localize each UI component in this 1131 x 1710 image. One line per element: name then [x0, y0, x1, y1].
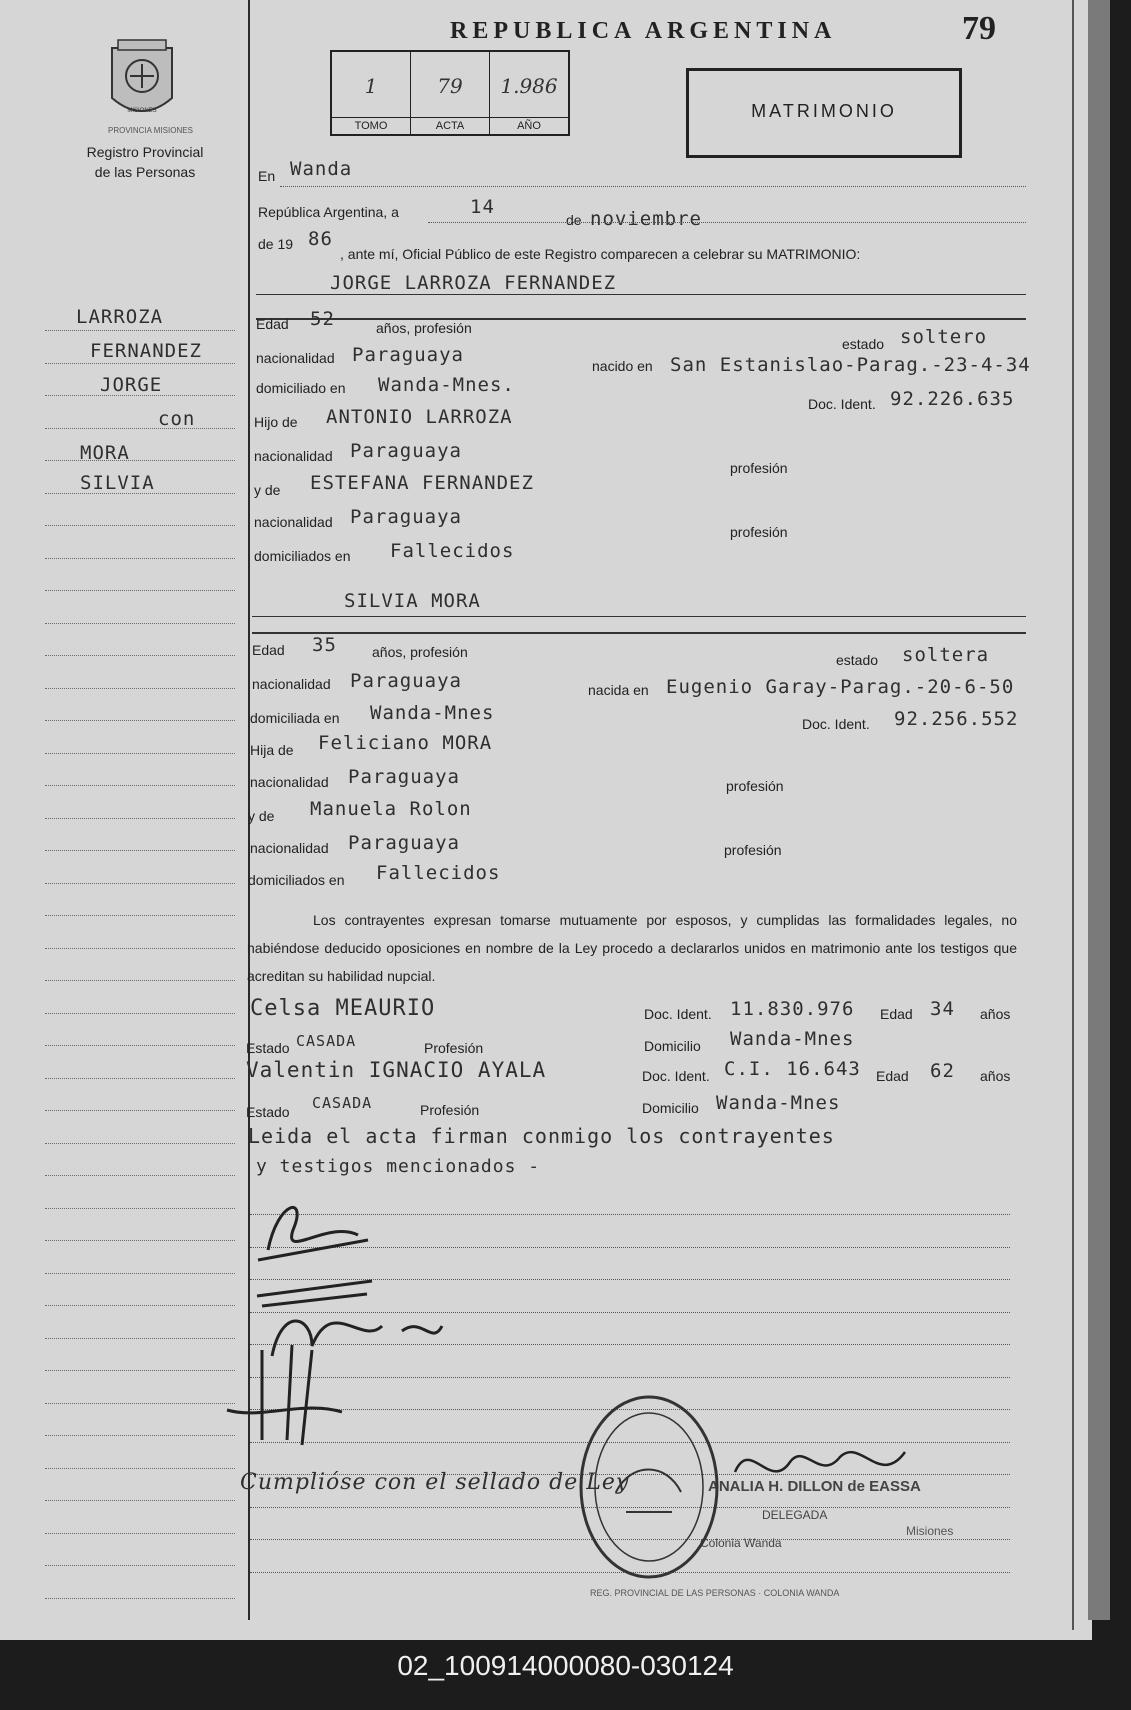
registry-name — [60, 142, 230, 182]
margin-note: MORA — [80, 442, 130, 464]
margin-ruled-line — [45, 1240, 235, 1241]
witness1-estado-label: Estado — [246, 1040, 290, 1056]
margin-ruled-line — [45, 525, 235, 526]
groom-father: ANTONIO LARROZA — [326, 406, 513, 428]
bride-yde-label: y de — [248, 808, 275, 824]
round-stamp-text: REG. PROVINCIAL DE LAS PERSONAS · COLONIA WANDA — [590, 1588, 840, 1598]
margin-ruled-line — [45, 460, 235, 461]
groom-yde-label: y de — [254, 482, 281, 498]
right-page-rule — [1072, 0, 1074, 1630]
separator-line — [252, 632, 1026, 634]
groom-domiciliados-label: domiciliados en — [254, 548, 351, 564]
declaration-text: Los contrayentes expresan tomarse mutuamente por esposos, y cumplidas las formalidades legales, no habiéndose deducido oposiciones en nombre de la Ley procedo a declararlos unidos en matrimonio ante los testigos que acreditan su habilidad nupcial. — [247, 912, 1017, 984]
bride-anos-profesion-label: años, profesión — [372, 644, 468, 660]
margin-ruled-line — [45, 688, 235, 689]
margin-ruled-line — [45, 818, 235, 819]
groom-father-profesion-label: profesión — [730, 460, 788, 476]
witness2-anos-label: años — [980, 1068, 1011, 1084]
margin-ruled-line — [45, 1208, 235, 1209]
margin-note: con — [158, 408, 196, 430]
witness1-name: Celsa MEAURIO — [250, 996, 436, 1021]
witness1-age: 34 — [930, 998, 955, 1020]
witness2-domicilio: Wanda-Mnes — [716, 1092, 841, 1114]
witness2-estado: CASADA — [312, 1094, 373, 1112]
witness2-age: 62 — [930, 1060, 955, 1082]
registry-name-line2: de las Personas — [94, 164, 196, 180]
separator-line — [256, 318, 1026, 320]
bride-father-nac-label: nacionalidad — [250, 774, 329, 790]
bride-domiciliada-label: domiciliada en — [250, 710, 340, 726]
margin-ruled-line — [45, 1533, 235, 1534]
groom-father-nac-label: nacionalidad — [254, 448, 333, 464]
margin-ruled-line — [45, 785, 235, 786]
signature-3-icon — [222, 1340, 352, 1450]
margin-note: JORGE — [100, 374, 163, 396]
registry-seal-text: PROVINCIA MISIONES — [108, 126, 193, 135]
groom-full-name: JORGE LARROZA FERNANDEZ — [330, 272, 617, 294]
bride-estado: soltera — [902, 644, 990, 666]
registry-name-line1: Registro Provincial — [86, 144, 204, 160]
witness1-profesion-label: Profesión — [424, 1040, 484, 1056]
tomo-label: TOMO — [332, 117, 410, 132]
closing-line-2: y testigos mencionados - — [256, 1156, 541, 1177]
bride-age: 35 — [312, 634, 337, 656]
margin-ruled-line — [45, 980, 235, 981]
groom-nacionalidad-label: nacionalidad — [256, 350, 335, 366]
margin-ruled-line — [45, 1175, 235, 1176]
marriage-month: noviembre — [590, 208, 702, 230]
bride-full-name: SILVIA MORA — [344, 590, 481, 612]
ano-cell — [490, 52, 568, 134]
groom-nacionalidad: Paraguaya — [352, 344, 464, 366]
margin-ruled-line — [45, 493, 235, 494]
witness2-edad-label: Edad — [876, 1068, 909, 1084]
signature-1-icon — [248, 1190, 378, 1270]
margin-ruled-line — [45, 1403, 235, 1404]
margin-ruled-line — [45, 1013, 235, 1014]
groom-age: 52 — [310, 308, 335, 330]
margin-ruled-line — [45, 1435, 235, 1436]
ano-value: 1.986 — [500, 74, 558, 98]
bride-father-nac: Paraguaya — [348, 766, 460, 788]
book-binding-edge — [1088, 0, 1110, 1620]
round-stamp-icon — [576, 1392, 722, 1582]
margin-ruled-line — [45, 1598, 235, 1599]
groom-domiciliado-label: domiciliado en — [256, 380, 346, 396]
groom-estado-label: estado — [842, 336, 885, 352]
witness2-name: Valentin IGNACIO AYALA — [246, 1058, 547, 1082]
bride-mother: Manuela Rolon — [310, 798, 472, 820]
dotted-rule — [428, 222, 1026, 223]
document-title: REPUBLICA ARGENTINA — [450, 18, 837, 44]
margin-ruled-line — [45, 1143, 235, 1144]
groom-parents-dom: Fallecidos — [390, 540, 515, 562]
provincial-seal-icon — [102, 38, 182, 124]
bride-parents-dom: Fallecidos — [376, 862, 501, 884]
witness2-doc-label: Doc. Ident. — [642, 1068, 710, 1084]
margin-ruled-line — [45, 1500, 235, 1501]
witness1-doc: 11.830.976 — [730, 998, 855, 1020]
margin-ruled-line — [45, 883, 235, 884]
witness2-estado-label: Estado — [246, 1104, 290, 1120]
margin-ruled-line — [45, 1370, 235, 1371]
margin-ruled-line — [45, 948, 235, 949]
footer-document-id: 02_100914000080-030124 — [397, 1650, 734, 1681]
margin-ruled-line — [45, 1565, 235, 1566]
bride-edad-label: Edad — [252, 642, 285, 658]
separator-line — [252, 616, 1026, 617]
marriage-place: Wanda — [290, 158, 353, 180]
witness2-domicilio-label: Domicilio — [642, 1100, 699, 1116]
margin-note: FERNANDEZ — [90, 340, 202, 362]
groom-edad-label: Edad — [256, 316, 289, 332]
bride-domicilio: Wanda-Mnes — [370, 702, 495, 724]
svg-text:MISIONES: MISIONES — [127, 108, 157, 114]
groom-domicilio: Wanda-Mnes. — [378, 374, 515, 396]
margin-ruled-line — [45, 753, 235, 754]
official-office: Colonia Wanda — [700, 1536, 782, 1550]
witness2-doc: C.I. 16.643 — [724, 1058, 861, 1080]
bride-mother-profesion-label: profesión — [724, 842, 782, 858]
margin-ruled-line — [45, 330, 235, 331]
margin-ruled-line — [45, 428, 235, 429]
margin-ruled-line — [45, 915, 235, 916]
label-de: de — [566, 212, 582, 228]
label-year: de 19 — [258, 236, 294, 252]
tomo-value: 1 — [364, 74, 378, 98]
margin-ruled-line — [45, 850, 235, 851]
acta-cell — [411, 52, 490, 134]
page-number: 79 — [962, 10, 996, 47]
stamp-note: Cumplióse con el sellado de Ley — [240, 1470, 630, 1495]
groom-estado: soltero — [900, 326, 988, 348]
official-title: DELEGADA — [762, 1508, 828, 1522]
bride-nacionalidad: Paraguaya — [350, 670, 462, 692]
marriage-day: 14 — [470, 196, 495, 218]
witness1-anos-label: años — [980, 1006, 1011, 1022]
bride-doc-label: Doc. Ident. — [802, 716, 870, 732]
bride-estado-label: estado — [836, 652, 879, 668]
acta-value: 79 — [437, 74, 463, 98]
tomo-cell — [332, 52, 411, 134]
groom-father-nac: Paraguaya — [350, 440, 462, 462]
groom-mother-nac-label: nacionalidad — [254, 514, 333, 530]
witness1-estado: CASADA — [296, 1032, 357, 1050]
witness2-profesion-label: Profesión — [420, 1102, 480, 1118]
margin-note: SILVIA — [80, 472, 155, 494]
marriage-year: 86 — [308, 228, 333, 250]
witness1-domicilio: Wanda-Mnes — [730, 1028, 855, 1050]
closing-line-1: Leida el acta firman conmigo los contrayentes — [248, 1124, 835, 1148]
margin-ruled-line — [45, 1110, 235, 1111]
witness1-edad-label: Edad — [880, 1006, 913, 1022]
margin-ruled-line — [45, 1468, 235, 1469]
separator-line — [256, 294, 1026, 295]
groom-birthplace: San Estanislao-Parag.-23-4-34 — [670, 354, 1031, 376]
margin-ruled-line — [45, 623, 235, 624]
groom-nacido-label: nacido en — [592, 358, 653, 374]
witness1-domicilio-label: Domicilio — [644, 1038, 701, 1054]
margin-ruled-line — [45, 1273, 235, 1274]
margin-ruled-line — [45, 720, 235, 721]
bride-father: Feliciano MORA — [318, 732, 493, 754]
act-type-box — [686, 68, 962, 158]
bride-nacionalidad-label: nacionalidad — [252, 676, 331, 692]
groom-hijo-label: Hijo de — [254, 414, 298, 430]
margin-ruled-line — [45, 363, 235, 364]
label-en: En — [258, 168, 276, 184]
body-ruled-line — [250, 1377, 1010, 1378]
groom-anos-profesion-label: años, profesión — [376, 320, 472, 336]
margin-ruled-line — [45, 1045, 235, 1046]
groom-doc: 92.226.635 — [890, 388, 1015, 410]
official-name: ANALIA H. DILLON de EASSA — [708, 1478, 921, 1495]
bride-father-profesion-label: profesión — [726, 778, 784, 794]
groom-mother: ESTEFANA FERNANDEZ — [310, 472, 534, 494]
margin-ruled-line — [45, 590, 235, 591]
act-type: MATRIMONIO — [751, 101, 897, 121]
bride-hija-label: Hija de — [250, 742, 294, 758]
label-republica: República Argentina, a — [258, 204, 399, 220]
margin-ruled-line — [45, 558, 235, 559]
bride-domiciliados-label: domiciliados en — [248, 872, 345, 888]
bride-nacida-label: nacida en — [588, 682, 649, 698]
margin-ruled-line — [45, 395, 235, 396]
bride-mother-nac-label: nacionalidad — [250, 840, 329, 856]
margin-ruled-line — [45, 655, 235, 656]
groom-mother-nac: Paraguaya — [350, 506, 462, 528]
margin-ruled-line — [45, 1338, 235, 1339]
bride-doc: 92.256.552 — [894, 708, 1019, 730]
margin-ruled-line — [45, 1305, 235, 1306]
margin-note: LARROZA — [76, 306, 164, 328]
dotted-rule — [280, 186, 1026, 187]
witness1-doc-label: Doc. Ident. — [644, 1006, 712, 1022]
bride-birthplace: Eugenio Garay-Parag.-20-6-50 — [666, 676, 1015, 698]
bride-mother-nac: Paraguaya — [348, 832, 460, 854]
groom-doc-label: Doc. Ident. — [808, 396, 876, 412]
groom-mother-profesion-label: profesión — [730, 524, 788, 540]
intro-text: , ante mí, Oficial Público de este Registro comparecen a celebrar su MATRIMONIO: — [340, 246, 861, 262]
acta-label: ACTA — [411, 117, 489, 132]
ano-label: AÑO — [490, 117, 568, 132]
register-box — [330, 50, 570, 136]
margin-ruled-line — [45, 1078, 235, 1079]
official-province: Misiones — [906, 1524, 954, 1538]
